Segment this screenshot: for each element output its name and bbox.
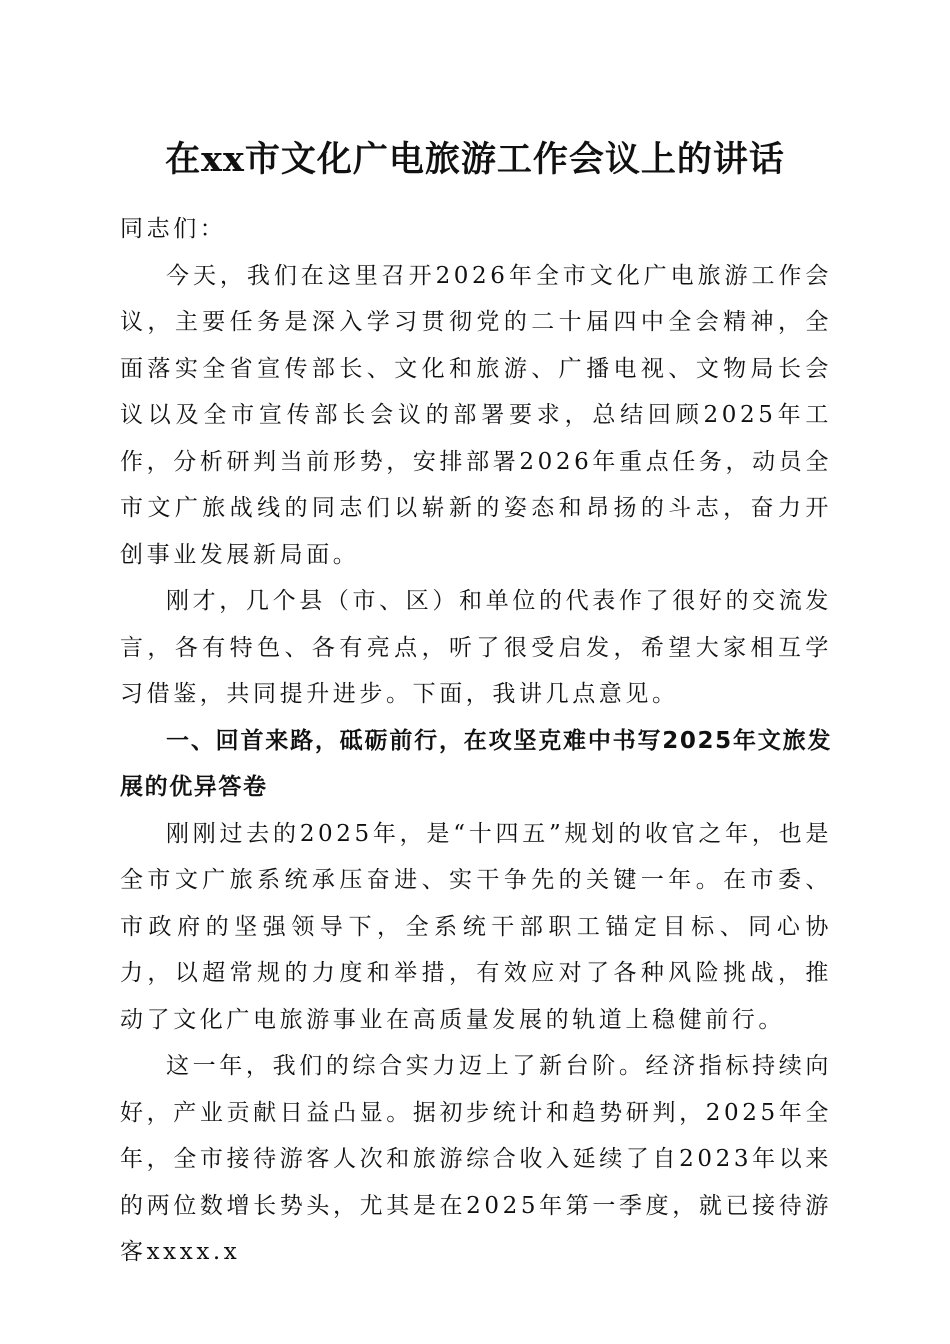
paragraph-achievements: 这一年，我们的综合实力迈上了新台阶。经济指标持续向好，产业贡献日益凸显。据初步统计和趋势研判，2025年全年，全市接待游客人次和旅游综合收入延续了自2023年以来的两位数增长势头，尤其是在2025年第一季度，就已接待游客xxxx.x: [120, 1053, 832, 1265]
section-heading-1: 一、回首来路，砥砺前行，在攻坚克难中书写2025年文旅发展的优异答卷: [120, 727, 832, 800]
paragraph-exchange: 刚才，几个县（市、区）和单位的代表作了很好的交流发言，各有特色、各有亮点，听了很受启发，希望大家相互学习借鉴，共同提升进步。下面，我讲几点意见。: [120, 588, 832, 707]
salutation: 同志们：: [120, 216, 227, 242]
document-body: [120, 206, 832, 1276]
paragraph-review: 刚刚过去的2025年，是“十四五”规划的收官之年，也是全市文广旅系统承压奋进、实干争先的关键一年。在市委、市政府的坚强领导下，全系统干部职工锚定目标、同心协力，以超常规的力度和举措，有效应对了各种风险挑战，推动了文化广电旅游事业在高质量发展的轨道上稳健前行。: [120, 820, 832, 1033]
paragraph-opening: 今天，我们在这里召开2026年全市文化广电旅游工作会议，主要任务是深入学习贯彻党的二十届四中全会精神，全面落实全省宣传部长、文化和旅游、广播电视、文物局长会议以及全市宣传部长会议的部署要求，总结回顾2025年工作，分析研判当前形势，安排部署2026年重点任务，动员全市文广旅战线的同志们以崭新的姿态和昂扬的斗志，奋力开创事业发展新局面。: [120, 262, 832, 568]
document-title: 在xx市文化广电旅游工作会议上的讲话: [165, 139, 785, 180]
